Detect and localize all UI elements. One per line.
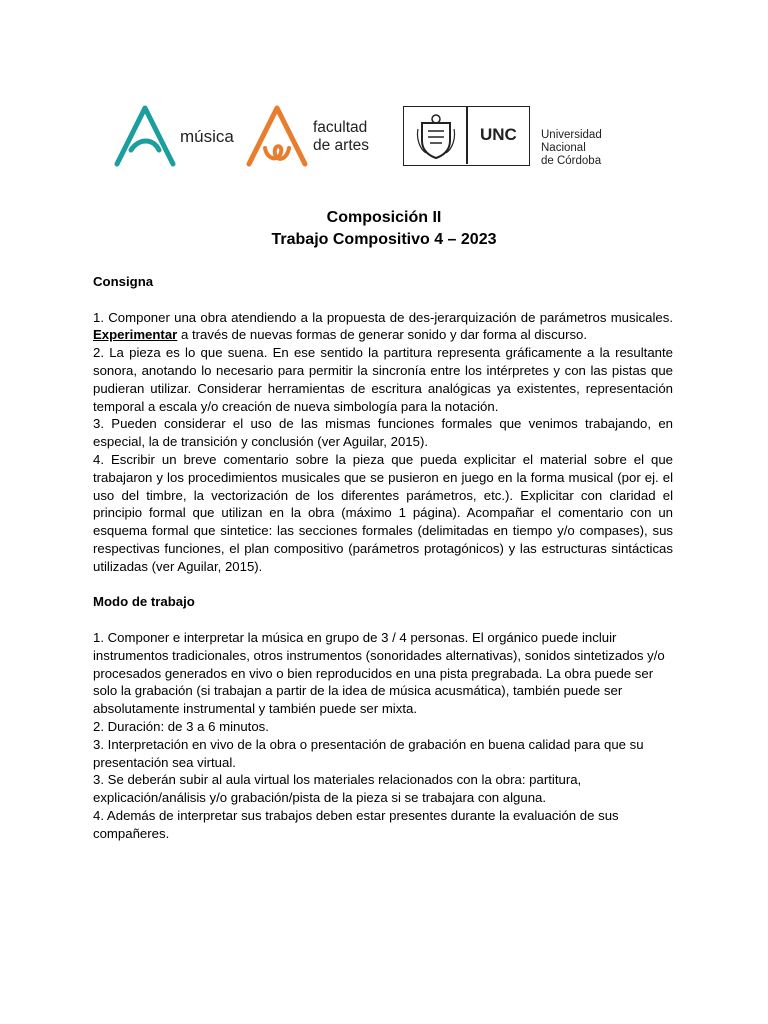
- page-header: [0, 0, 768, 190]
- document-body: [93, 273, 673, 843]
- consigna-item-4: 4. Escribir un breve comentario sobre la pieza que pueda explicitar el material sobre el que trabajaron y los procedimientos musicales que se pusieron en juego en la forma musical (por ej. el uso del timbre, la vectorización de los diferentes parámetros, etc.). Explicitar con claridad el principio formal que utilizan en la obra (máximo 1 página). Acompañar el comentario con un esquema formal que sintetice: las secciones formales (delimitadas en tiempo y/o compases), sus respectivas funciones, el plan compositivo (parámetros protagónicos) y las estructuras sintácticas utilizadas (ver Aguilar, 2015).: [93, 451, 673, 574]
- facultad-logo-line1: facultad: [313, 119, 368, 136]
- unc-name-line3: de Córdoba: [541, 155, 602, 167]
- consigna-item-3: 3. Pueden considerar el uso de las mismas funciones formales que venimos trabajando, en especial, la de transición y conclusión (ver Aguilar, 2015).: [93, 416, 673, 450]
- consigna-item-1-emphasis: Experimentar: [93, 327, 178, 343]
- unc-logo-box: [403, 106, 530, 166]
- musica-logo-text: música: [180, 127, 234, 146]
- unc-crest-icon: [416, 113, 456, 159]
- unc-divider: [466, 107, 468, 164]
- unc-name-line1: Universidad: [541, 129, 602, 141]
- musica-logo-icon: [113, 104, 177, 168]
- unc-name-line2: Nacional: [541, 142, 586, 154]
- document-title: [0, 207, 768, 251]
- modo-item-1: 1. Componer e interpretar la música en grupo de 3 / 4 personas. El orgánico puede incluir instrumentos tradicionales, otros instrumentos (sonoridades alternativas), sonidos sintetizados y/o procesados generados en vivo o bien reproducidos en una pista pregrabada. La obra puede ser solo la grabación (si trabajan a partir de la idea de música acusmática), también puede ser absolutamente instrumental y también puede ser mixta.: [93, 629, 665, 717]
- consigna-heading: Consigna: [93, 274, 154, 289]
- modo-item-4: 4. Además de interpretar sus trabajos deben estar presentes durante la evaluación de sus compañeres.: [93, 807, 619, 841]
- facultad-logo-line2: de artes: [313, 137, 370, 154]
- modo-item-3a: 3. Interpretación en vivo de la obra o presentación de grabación en buena calidad para que su presentación sea virtual.: [93, 736, 644, 770]
- modo-item-2: 2. Duración: de 3 a 6 minutos.: [93, 718, 269, 734]
- modo-item-3b: 3. Se deberán subir al aula virtual los materiales relacionados con la obra: partitura, explicación/análisis y/o grabación/pista de la pieza si se trabajara con alguna.: [93, 772, 582, 806]
- consigna-item-1: [93, 309, 673, 345]
- facultad-logo-icon: [245, 104, 309, 168]
- facultad-logo-text: [313, 119, 369, 155]
- consigna-item-1-post: a través de nuevas formas de generar sonido y dar forma al discurso.: [180, 327, 588, 343]
- consigna-item-1-pre: 1. Componer una obra atendiendo a la propuesta de des-jerarquización de parámetros musicales.: [93, 309, 673, 325]
- title-line1: Composición II: [326, 209, 442, 226]
- modo-heading: Modo de trabajo: [93, 594, 195, 610]
- consigna-item-2: 2. La pieza es lo que suena. En ese sentido la partitura representa gráficamente a la resultante sonora, anotando lo necesario para permitir la sincronía entre los intérpretes y con las pistas que pudieran utilizar. Considerar herramientas de escritura analógicas ya existentes, representación temporal a escala y/o creación de nueva simbología para la notación.: [93, 345, 673, 414]
- unc-university-name: [541, 129, 602, 168]
- unc-label: UNC: [480, 125, 517, 144]
- section-spacer: [93, 576, 673, 594]
- title-line2: Trabajo Compositivo 4 – 2023: [271, 231, 497, 248]
